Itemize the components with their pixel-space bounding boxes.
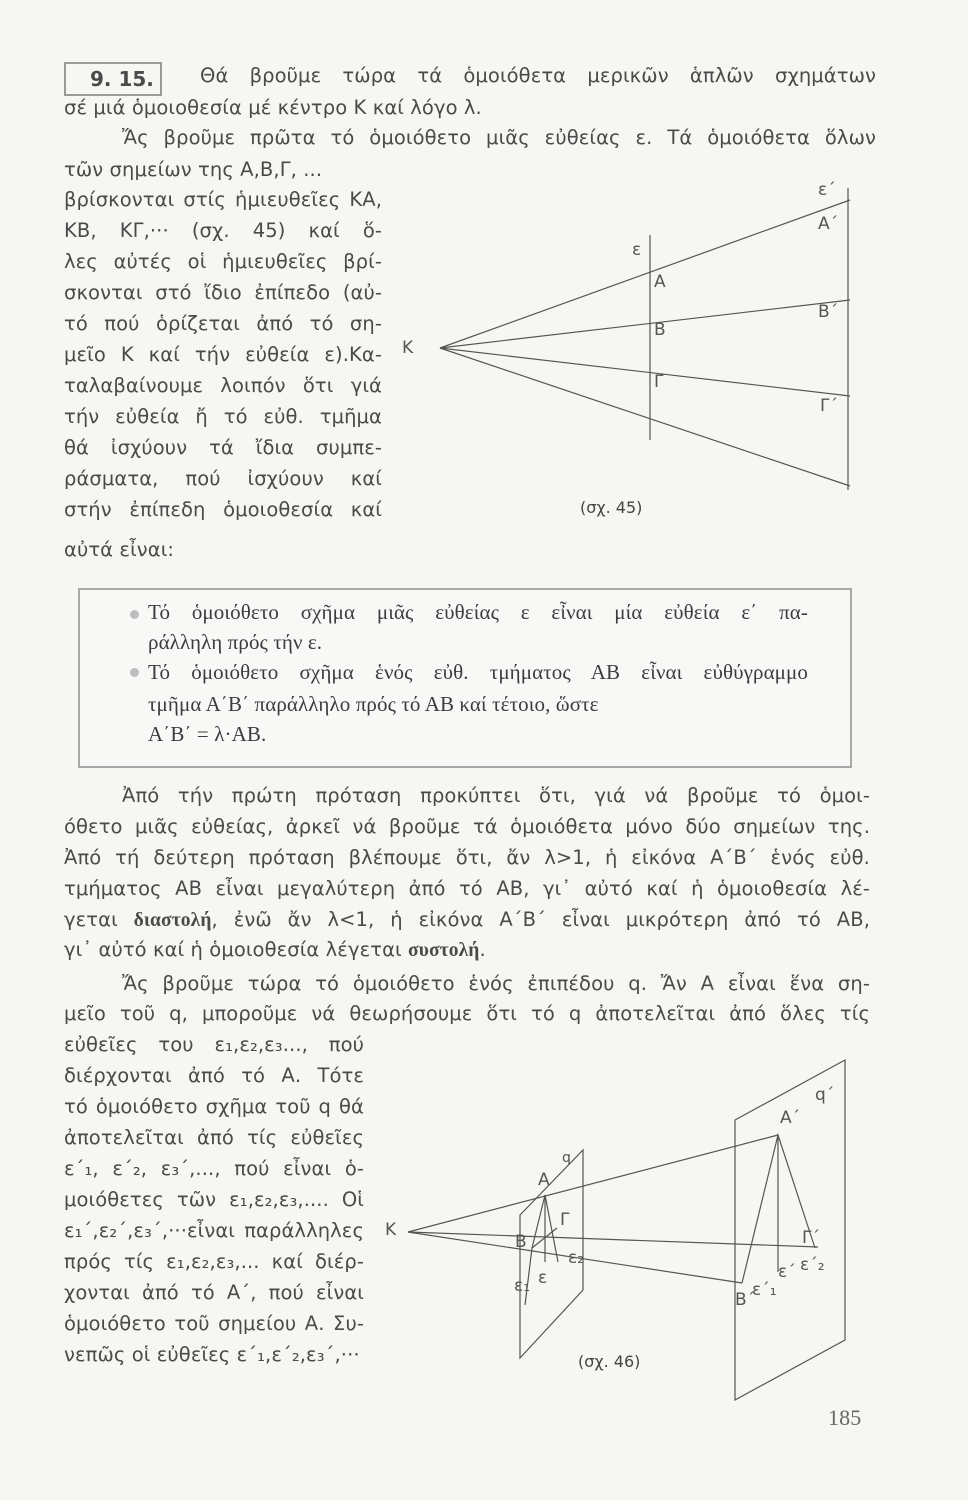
fig45-label-G: Γ (654, 372, 664, 392)
text-line: αὐτά εἶναι: (64, 538, 175, 561)
text-line: σκονται στό ἴδιο ἐπίπεδο (αὐ- (64, 281, 382, 304)
text-line: Ἄς βροῦμε τώρα τό ὁμοιόθετο ἑνός ἐπιπέδου q. Ἄν Α εἶναι ἕνα ση- (122, 972, 870, 995)
theorem-box (78, 588, 852, 768)
bullet-icon (130, 668, 139, 677)
intro-line: σέ μιά ὁμοιοθεσία μέ κέντρο Κ καί λόγο λ. (64, 96, 482, 119)
box-line: Τό ὁμοιόθετο σχῆμα μιᾶς εὐθείας ε εἶναι μία εὐθεία ε΄ πα- (148, 600, 808, 624)
fig46-label-A-prime: Α΄ (780, 1108, 801, 1128)
fig46-label-q: q (562, 1150, 571, 1166)
fig45-label-A: Α (654, 272, 666, 292)
ray-KB (440, 300, 850, 348)
fig45-label-A-prime: Α΄ (818, 214, 839, 234)
text-line: ἀποτελεῖται ἀπό τίς εὐθεῖες (64, 1126, 364, 1149)
fig46-label-e1-prime: ε΄₁ (752, 1280, 777, 1300)
text-line: εὐθεῖες του ε₁,ε₂,ε₃..., πού (64, 1033, 364, 1056)
text-line: μεῖο τοῦ q, μποροῦμε νά θεωρήσουμε ὅτι τό q ἀποτελεῖται ἀπό ὅλες τίς (64, 1002, 870, 1025)
text-line: Ἄς βροῦμε πρῶτα τό ὁμοιόθετο μιᾶς εὐθείας ε. Τά ὁμοιόθετα ὅλων (122, 126, 876, 149)
box-line: τμῆμα Α΄Β΄ παράλληλο πρός τό ΑΒ καί τέτοιο, ὥστε (148, 692, 599, 716)
text: γεται (64, 908, 134, 931)
fig46-label-K: Κ (385, 1220, 397, 1240)
term-dilation: διαστολή (133, 910, 212, 931)
fig46-label-B: Β (515, 1232, 527, 1252)
bullet-icon (130, 610, 139, 619)
fig46-label-B-prime: Β΄ (735, 1290, 756, 1310)
fig45-label-B: Β (654, 320, 666, 340)
text-line: χονται ἀπό τό Α΄, πού εἶναι (64, 1281, 364, 1304)
text-line: νεπῶς οἱ εὐθεῖες ε΄₁,ε΄₂,ε₃΄,··· (64, 1343, 360, 1366)
text-line: μοιόθετες τῶν ε₁,ε₂,ε₃,.... Οἱ (64, 1188, 364, 1211)
text-line: Ἀπό τή δεύτερη πρόταση βλέπουμε ὅτι, ἄν λ>1, ἡ εἰκόνα Α΄Β΄ ἑνός εὐθ. (64, 846, 870, 869)
term-contraction: συστολή (408, 940, 480, 961)
fig46-label-G: Γ (560, 1210, 570, 1230)
text-line: τήν εὐθεία ἤ τό εὐθ. τμῆμα (64, 405, 382, 428)
fig46-label-e2: ε₂ (568, 1248, 585, 1268)
fig46-label-e2-prime: ε΄₂ (800, 1255, 825, 1275)
text-line: ε₁΄,ε₂΄,ε₃΄,···εἶναι παράλληλες (64, 1219, 364, 1242)
section-number: 9. 15. (64, 62, 162, 96)
text-line: ὁμοιόθετο τοῦ σημείου Α. Συ- (64, 1312, 364, 1335)
fig45-caption: (σχ. 45) (580, 498, 643, 517)
box-line: ράλληλη πρός τήν ε. (148, 630, 323, 654)
fig46-label-e1: ε₁ (514, 1276, 531, 1296)
ray-KA-3d (408, 1135, 778, 1232)
intro-line: Θά βροῦμε τώρα τά ὁμοιόθετα μερικῶν ἁπλῶν σχημάτων (200, 64, 876, 87)
fig45-label-e: ε (632, 240, 642, 260)
box-line: Α΄Β΄ = λ·ΑΒ. (148, 722, 267, 746)
text-line: τό ὁμοιόθετο σχῆμα τοῦ q θά (64, 1095, 364, 1118)
fig45-label-K: Κ (402, 338, 414, 358)
fig46-label-A: Α (538, 1170, 550, 1190)
text-line: ΚΒ, ΚΓ,··· (σχ. 45) καί ὅ- (64, 219, 382, 242)
text-line: Ἀπό τήν πρώτη πρόταση προκύπτει ὅτι, γιά νά βροῦμε τό ὁμοι- (122, 784, 870, 807)
text-line: θά ἰσχύουν τά ἴδια συμπε- (64, 436, 382, 459)
fig46-label-G-prime: Γ΄ (802, 1228, 820, 1248)
fig46-caption: (σχ. 46) (578, 1352, 641, 1371)
ray-KA (440, 200, 850, 348)
fig45-label-e-prime: ε΄ (818, 180, 836, 200)
text-line: πρός τίς ε₁,ε₂,ε₃,... καί διέρ- (64, 1250, 364, 1273)
text: . (479, 938, 486, 961)
text-line: ταλαβαίνουμε λοιπόν ὅτι γιά (64, 374, 382, 397)
text-line: τῶν σημείων της Α,Β,Γ, ... (64, 158, 323, 181)
text-line: στήν ἐπίπεδη ὁμοιοθεσία καί (64, 498, 382, 521)
text-line: διέρχονται ἀπό τό Α. Τότε (64, 1064, 364, 1087)
text: , ἐνῶ ἄν λ<1, ἡ εἰκόνα Α΄Β΄ εἶναι μικρότερη ἀπό τό ΑΒ, (211, 908, 870, 931)
text-line: μεῖο Κ καί τήν εὐθεία ε).Κα- (64, 343, 382, 366)
text-line: ε΄₁, ε΄₂, ε₃΄,..., πού εἶναι ὁ- (64, 1157, 364, 1180)
fig45-label-B-prime: Β΄ (818, 302, 839, 322)
text: γι᾿ αὐτό καί ἡ ὁμοιοθεσία λέγεται (64, 938, 409, 961)
box-line: Τό ὁμοιόθετο σχῆμα ἑνός εὐθ. τμήματος ΑΒ εἶναι εὐθύγραμμο (148, 660, 808, 684)
ray-K-lower (440, 348, 850, 486)
text-line: λες αὐτές οἱ ἡμιευθεῖες βρί- (64, 250, 382, 273)
ray-KG-3d (408, 1232, 818, 1247)
text-line (64, 908, 870, 932)
text-line: όθετο μιᾶς εὐθείας, ἀρκεῖ νά βροῦμε τά ὁμοιόθετα μόνο δύο σημείων της. (64, 815, 870, 838)
text-line (64, 938, 486, 962)
fig46-label-e: ε (538, 1268, 548, 1288)
fig46-label-e-prime: ε΄ (778, 1262, 796, 1282)
text-line: ράσματα, πού ἰσχύουν καί (64, 467, 382, 490)
page-number: 185 (828, 1405, 862, 1430)
text-line: τμήματος ΑΒ εἶναι μεγαλύτερη ἀπό τό ΑΒ, γι᾿ αὐτό καί ἡ ὁμοιοθεσία λέ- (64, 877, 870, 900)
text-line: τό πού ὁρίζεται ἀπό τό ση- (64, 312, 382, 335)
ray-KG (440, 348, 850, 396)
text-line: βρίσκονται στίς ἡμιευθεῖες ΚΑ, (64, 188, 382, 211)
fig45-label-G-prime: Γ΄ (820, 396, 838, 416)
fig46-label-q-prime: q΄ (815, 1085, 835, 1105)
